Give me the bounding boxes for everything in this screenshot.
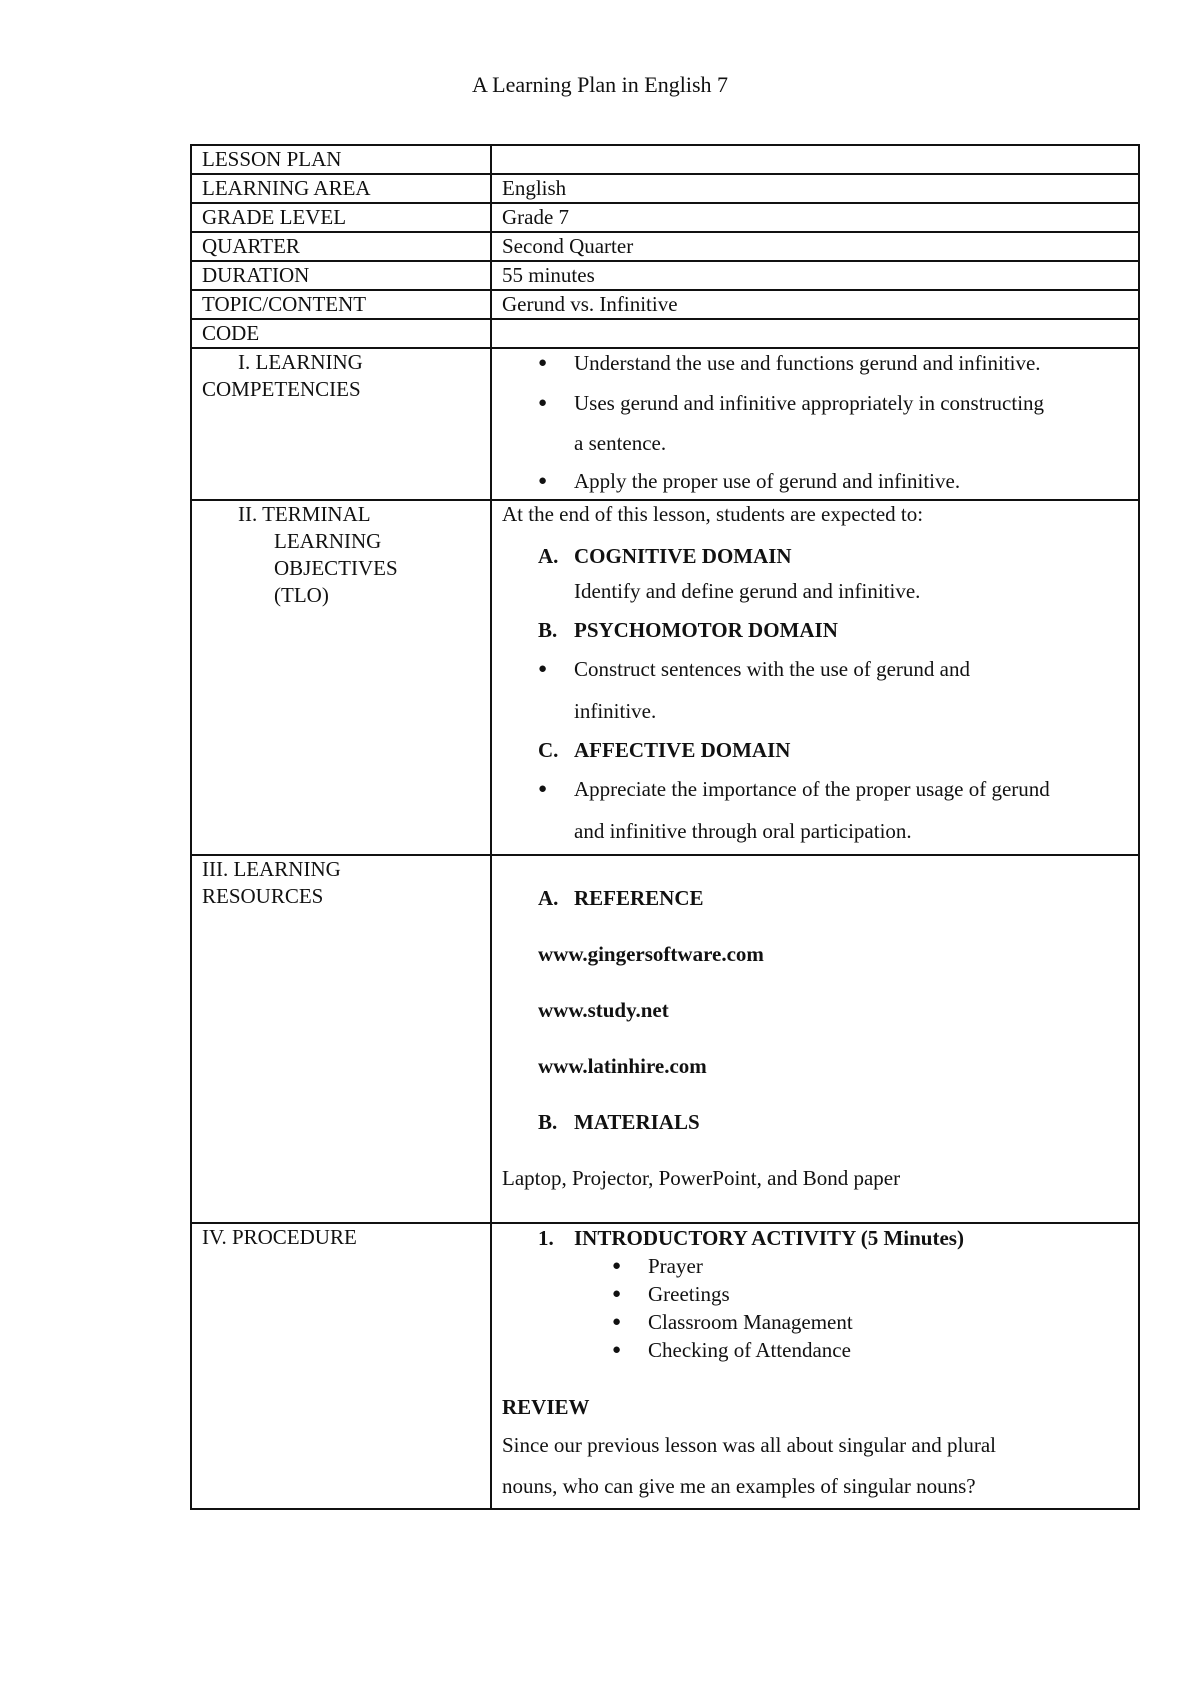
resources-label: [191, 855, 491, 1223]
introductory-activity-heading: [502, 1224, 1128, 1252]
psychomotor-line1: Construct sentences with the use of gerund and: [574, 657, 970, 681]
competencies-list: [502, 343, 1128, 499]
list-item: ● Checking of Attendance: [648, 1336, 1128, 1364]
row-value-grade-level: Grade 7: [491, 203, 1139, 232]
row-label-duration: DURATION: [191, 261, 491, 290]
table-row: [191, 203, 1139, 232]
review-line2: nouns, who can give me an examples of singular nouns?: [502, 1474, 976, 1498]
introductory-activity-list: [502, 1252, 1128, 1364]
list-item: ● Understand the use and functions gerund and infinitive.: [574, 343, 1128, 383]
table-row: [191, 145, 1139, 174]
reference-link-study[interactable]: www.study.net: [538, 998, 669, 1022]
page-title: A Learning Plan in English 7: [471, 72, 729, 97]
row-value-learning-area: English: [491, 174, 1139, 203]
reference-title: REFERENCE: [574, 886, 704, 910]
introductory-activity-title: INTRODUCTORY ACTIVITY (5 Minutes): [574, 1226, 964, 1250]
review-heading: REVIEW: [502, 1395, 590, 1419]
affective-line1: Appreciate the importance of the proper usage of gerund: [574, 777, 1050, 801]
list-item: ● Apply the proper use of gerund and infinitive.: [574, 463, 1128, 499]
cognitive-letter: A.: [538, 544, 559, 568]
materials-text: Laptop, Projector, PowerPoint, and Bond paper: [502, 1166, 901, 1190]
list-item: ● Prayer: [648, 1252, 1128, 1280]
psychomotor-heading: PSYCHOMOTOR DOMAIN: [574, 618, 838, 642]
affective-list: [502, 768, 1128, 852]
row-label-grade-level: GRADE LEVEL: [191, 203, 491, 232]
review-line1: Since our previous lesson was all about singular and plural: [502, 1433, 996, 1457]
row-value-quarter: Second Quarter: [491, 232, 1139, 261]
procedure-label: IV. PROCEDURE: [191, 1223, 491, 1509]
competencies-label: [191, 348, 491, 500]
competencies-label-line2: COMPETENCIES: [202, 377, 361, 401]
objectives-label-line1: II. TERMINAL: [238, 502, 371, 526]
row-label-lesson-plan: LESSON PLAN: [191, 145, 491, 174]
reference-letter: A.: [538, 886, 559, 910]
objectives-label-line2: LEARNING: [274, 529, 382, 553]
table-row: [191, 290, 1139, 319]
list-item: ● Uses gerund and infinitive appropriately in constructing: [574, 383, 1128, 423]
table-row-resources: [191, 855, 1139, 1223]
affective-domain-heading: [502, 732, 1128, 768]
resources-content: [491, 855, 1139, 1223]
cognitive-heading: COGNITIVE DOMAIN: [574, 544, 792, 568]
objectives-intro: At the end of this lesson, students are expected to:: [502, 502, 924, 526]
materials-letter: B.: [538, 1110, 558, 1134]
objectives-label-line3: OBJECTIVES: [274, 556, 398, 580]
cognitive-text: Identify and define gerund and infinitive.: [574, 579, 921, 603]
table-row: [191, 261, 1139, 290]
cognitive-domain-heading: [502, 542, 1128, 570]
row-label-learning-area: LEARNING AREA: [191, 174, 491, 203]
psychomotor-domain-heading: [502, 612, 1128, 648]
competencies-label-line1: I. LEARNING: [238, 350, 363, 374]
table-row: [191, 174, 1139, 203]
resources-label-line2: RESOURCES: [202, 884, 324, 908]
affective-heading: AFFECTIVE DOMAIN: [574, 738, 791, 762]
affective-line2: and infinitive through oral participation.: [574, 819, 912, 843]
row-label-quarter: QUARTER: [191, 232, 491, 261]
objectives-label-line4: (TLO): [274, 583, 329, 607]
list-item: ● Classroom Management: [648, 1308, 1128, 1336]
row-value-lesson-plan: [491, 145, 1139, 174]
row-label-topic: TOPIC/CONTENT: [191, 290, 491, 319]
reference-heading: [502, 884, 1128, 912]
objectives-label: [191, 500, 491, 855]
row-value-duration: 55 minutes: [491, 261, 1139, 290]
table-row: [191, 232, 1139, 261]
row-label-code: CODE: [191, 319, 491, 348]
lesson-plan-table: [190, 144, 1140, 1510]
psychomotor-list: [502, 648, 1128, 732]
materials-heading: [502, 1108, 1128, 1136]
table-row-competencies: [191, 348, 1139, 500]
resources-label-line1: III. LEARNING: [202, 857, 341, 881]
list-item-continuation: a sentence.: [574, 431, 667, 455]
reference-link-ginger[interactable]: www.gingersoftware.com: [538, 942, 764, 966]
psychomotor-letter: B.: [538, 618, 558, 642]
table-row-procedure: [191, 1223, 1139, 1509]
materials-title: MATERIALS: [574, 1110, 700, 1134]
procedure-number: 1.: [538, 1226, 554, 1250]
reference-link-latinhire[interactable]: www.latinhire.com: [538, 1054, 707, 1078]
competencies-content: [491, 348, 1139, 500]
row-value-topic: Gerund vs. Infinitive: [491, 290, 1139, 319]
procedure-content: [491, 1223, 1139, 1509]
objectives-content: [491, 500, 1139, 855]
list-item: [574, 768, 1128, 852]
list-item: ● Greetings: [648, 1280, 1128, 1308]
psychomotor-line2: infinitive.: [574, 699, 657, 723]
list-item: [574, 648, 1128, 732]
table-row-objectives: [191, 500, 1139, 855]
affective-letter: C.: [538, 738, 559, 762]
